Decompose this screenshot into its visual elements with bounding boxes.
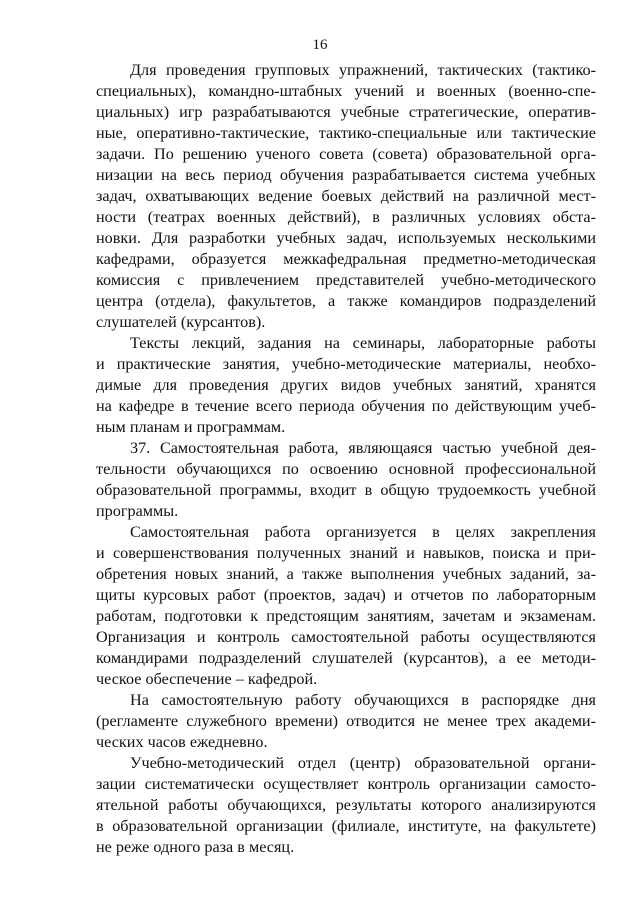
paragraph: [96, 690, 596, 753]
document-body: [96, 60, 596, 858]
text-line: ческое обеспечение – кафедрой.: [96, 670, 318, 688]
page-number: 16: [312, 37, 328, 53]
text-line: низации на весь период обучения разрабатывается система учебных: [96, 166, 596, 184]
text-line: 37. Самостоятельная работа, являющаяся частью учебной дея-: [130, 439, 596, 457]
text-line: работам, подготовки к предстоящим занятиям, зачетам и экзаменам.: [96, 607, 596, 625]
text-line: ные, оперативно-тактические, тактико-специальные или тактические: [96, 124, 596, 142]
text-line: кафедрами, образуется межкафедральная предметно-методическая: [96, 250, 596, 268]
text-line: задачи. По решению ученого совета (совета) образовательной орга-: [96, 145, 596, 163]
text-line: центра (отдела), факультетов, а также командиров подразделений: [96, 292, 596, 310]
text-line: (регламенте служебного времени) отводится не менее трех академи-: [96, 712, 596, 730]
text-line: слушателей (курсантов).: [96, 313, 266, 331]
text-line: ческих часов ежедневно.: [96, 733, 268, 751]
text-line: Самостоятельная работа организуется в целях закрепления: [130, 523, 596, 541]
text-line: ятельной работы обучающихся, результаты которого анализируются: [96, 796, 596, 814]
text-line: специальных), командно-штабных учений и военных (военно-спе-: [96, 82, 596, 100]
text-line: циальных) игр разрабатываются учебные стратегические, оператив-: [96, 103, 596, 121]
text-line: щиты курсовых работ (проектов, задач) и отчетов по лабораторным: [96, 586, 596, 604]
paragraph: [96, 438, 596, 522]
text-line: не реже одного раза в месяц.: [96, 838, 295, 856]
text-line: образовательной программы, входит в общую трудоемкость учебной: [96, 481, 596, 499]
text-line: в образовательной организации (филиале, институте, на факультете): [96, 817, 596, 835]
text-line: новки. Для разработки учебных задач, используемых несколькими: [96, 229, 596, 247]
text-line: Организация и контроль самостоятельной работы осуществляются: [96, 628, 596, 646]
text-line: димые для проведения других видов учебных занятий, хранятся: [96, 376, 596, 394]
text-line: ным планам и программам.: [96, 418, 286, 436]
text-line: Для проведения групповых упражнений, тактических (тактико-: [130, 61, 596, 79]
text-line: ности (театрах военных действий), в различных условиях обста-: [96, 208, 596, 226]
text-line: Тексты лекций, задания на семинары, лабораторные работы: [130, 334, 596, 352]
paragraph: [96, 753, 596, 858]
text-line: зации систематически осуществляет контроль организации самосто-: [96, 775, 596, 793]
text-line: тельности обучающихся по освоению основной профессиональной: [96, 460, 596, 478]
text-line: задач, охватывающих ведение боевых действий на различной мест-: [96, 187, 596, 205]
paragraph: [96, 60, 596, 333]
text-line: командирами подразделений слушателей (курсантов), а ее методи-: [96, 649, 596, 667]
text-line: программы.: [96, 502, 179, 520]
text-line: комиссия с привлечением представителей учебно-методического: [96, 271, 596, 289]
text-line: Учебно-методический отдел (центр) образовательной органи-: [130, 754, 596, 772]
text-line: На самостоятельную работу обучающихся в распорядке дня: [130, 691, 596, 709]
text-line: и совершенствования полученных знаний и навыков, поиска и при-: [96, 544, 596, 562]
paragraph: [96, 522, 596, 690]
paragraph: [96, 333, 596, 438]
text-line: на кафедре в течение всего периода обучения по действующим учеб-: [96, 397, 596, 415]
text-line: и практические занятия, учебно-методические материалы, необхо-: [96, 355, 596, 373]
text-line: обретения новых знаний, а также выполнения учебных заданий, за-: [96, 565, 596, 583]
